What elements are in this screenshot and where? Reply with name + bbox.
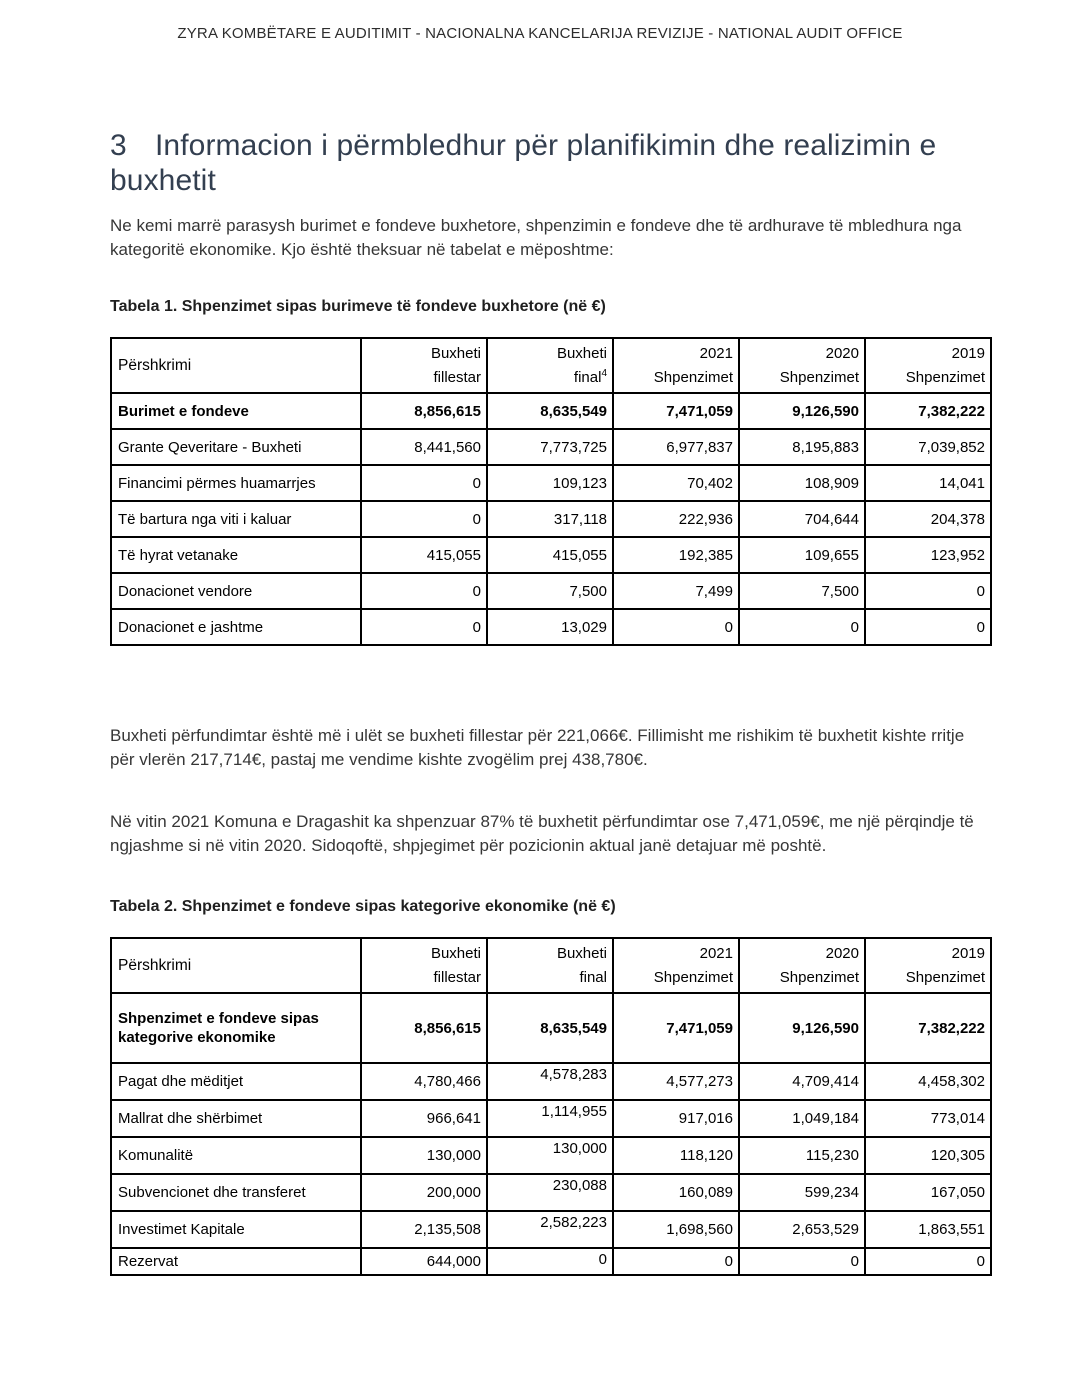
cell-value: 7,499 — [613, 573, 739, 609]
paragraph-budget-comparison: Buxheti përfundimtar është më i ulët se buxheti fillestar për 221,066€. Fillimisht me rishikim të buxhetit kishte rritje për vlerën 217,714€, pastaj me vendime kishte zvogëlim prej 438,780€. — [110, 726, 965, 769]
cell-value: 704,644 — [739, 501, 865, 537]
row-label: Donacionet vendore — [111, 573, 361, 609]
column-header-line1: 2021 — [699, 344, 733, 362]
cell-value: 7,382,222 — [865, 393, 991, 429]
table-row — [111, 1248, 991, 1275]
cell-value: 0 — [487, 1248, 613, 1275]
table1-header-row — [111, 338, 991, 393]
column-header-line1: Buxheti — [556, 944, 607, 962]
row-label: Të bartura nga viti i kaluar — [111, 501, 361, 537]
table-row — [111, 465, 991, 501]
table2-caption: Tabela 2. Shpenzimet e fondeve sipas kategorive ekonomike (në €) — [110, 898, 616, 915]
column-header-line1: 2020 — [825, 944, 859, 962]
page-header: ZYRA KOMBËTARE E AUDITIMIT - NACIONALNA KANCELARIJA REVIZIJE - NATIONAL AUDIT OFFICE — [177, 25, 903, 42]
cell-value: 115,230 — [739, 1137, 865, 1174]
table2-header-row — [111, 938, 991, 993]
row-label: Pagat dhe mëditjet — [111, 1063, 361, 1100]
row-label: Shpenzimet e fondeve sipas kategorive ekonomike — [111, 993, 361, 1063]
cell-value: 222,936 — [613, 501, 739, 537]
table-row — [111, 537, 991, 573]
cell-value: 7,773,725 — [487, 429, 613, 465]
row-label: Investimet Kapitale — [111, 1211, 361, 1248]
cell-value: 0 — [361, 465, 487, 501]
cell-value: 167,050 — [865, 1174, 991, 1211]
table-row — [111, 429, 991, 465]
cell-value: 109,123 — [487, 465, 613, 501]
table2-column-header — [613, 938, 739, 993]
cell-value: 0 — [361, 573, 487, 609]
table-row — [111, 1211, 991, 1248]
cell-value: 4,577,273 — [613, 1063, 739, 1100]
cell-value: 13,029 — [487, 609, 613, 645]
cell-value: 230,088 — [487, 1174, 613, 1211]
section-number: 3 — [110, 129, 127, 162]
cell-value: 0 — [865, 609, 991, 645]
row-label: Financimi përmes huamarrjes — [111, 465, 361, 501]
cell-value: 1,698,560 — [613, 1211, 739, 1248]
table2-column-header — [739, 938, 865, 993]
cell-value: 8,635,549 — [487, 393, 613, 429]
table-row — [111, 573, 991, 609]
cell-value: 7,471,059 — [613, 993, 739, 1063]
footnote-marker: 4 — [601, 367, 607, 379]
cell-value: 200,000 — [361, 1174, 487, 1211]
row-label: Rezervat — [111, 1248, 361, 1275]
cell-value: 4,780,466 — [361, 1063, 487, 1100]
column-header-line2: Shpenzimet — [779, 368, 859, 386]
cell-value: 0 — [739, 1248, 865, 1275]
table1-column-header — [865, 338, 991, 393]
column-header-line2: Shpenzimet — [905, 968, 985, 986]
cell-value: 1,049,184 — [739, 1100, 865, 1137]
table2-column-header — [361, 938, 487, 993]
row-label: Komunalitë — [111, 1137, 361, 1174]
cell-value: 7,039,852 — [865, 429, 991, 465]
table-row — [111, 501, 991, 537]
cell-value: 4,578,283 — [487, 1063, 613, 1100]
cell-value: 8,195,883 — [739, 429, 865, 465]
cell-value: 8,856,615 — [361, 993, 487, 1063]
table-row — [111, 1100, 991, 1137]
cell-value: 1,114,955 — [487, 1100, 613, 1137]
cell-value: 7,471,059 — [613, 393, 739, 429]
budget-sources-table — [110, 337, 992, 646]
cell-value: 317,118 — [487, 501, 613, 537]
table-row — [111, 993, 991, 1063]
cell-value: 4,458,302 — [865, 1063, 991, 1100]
cell-value: 130,000 — [361, 1137, 487, 1174]
cell-value: 8,441,560 — [361, 429, 487, 465]
column-header-line1: 2020 — [825, 344, 859, 362]
row-label: Subvencionet dhe transferet — [111, 1174, 361, 1211]
column-header-line2: Shpenzimet — [779, 968, 859, 986]
cell-value: 130,000 — [487, 1137, 613, 1174]
table-row — [111, 1063, 991, 1100]
cell-value: 123,952 — [865, 537, 991, 573]
table1-column-header — [361, 338, 487, 393]
cell-value: 6,977,837 — [613, 429, 739, 465]
column-header-line1: 2021 — [699, 944, 733, 962]
table-row — [111, 609, 991, 645]
cell-value: 917,016 — [613, 1100, 739, 1137]
cell-value: 14,041 — [865, 465, 991, 501]
cell-value: 160,089 — [613, 1174, 739, 1211]
table1-column-header — [613, 338, 739, 393]
cell-value: 2,582,223 — [487, 1211, 613, 1248]
row-label: Mallrat dhe shërbimet — [111, 1100, 361, 1137]
column-header-line2: fillestar — [433, 968, 481, 986]
section-heading — [110, 128, 990, 198]
cell-value: 7,500 — [487, 573, 613, 609]
column-header-line2: fillestar — [433, 368, 481, 386]
cell-value: 599,234 — [739, 1174, 865, 1211]
column-header-line1: Buxheti — [430, 944, 481, 962]
section-title: Informacion i përmbledhur për planifikimin dhe realizimin e buxhetit — [110, 129, 937, 197]
cell-value: 0 — [865, 1248, 991, 1275]
cell-value: 9,126,590 — [739, 993, 865, 1063]
table2-desc-header: Përshkrimi — [111, 938, 361, 993]
column-header-line2: final — [579, 968, 607, 986]
cell-value: 2,135,508 — [361, 1211, 487, 1248]
cell-value: 0 — [613, 1248, 739, 1275]
cell-value: 8,635,549 — [487, 993, 613, 1063]
cell-value: 109,655 — [739, 537, 865, 573]
cell-value: 0 — [361, 501, 487, 537]
cell-value: 204,378 — [865, 501, 991, 537]
column-header-line2: Shpenzimet — [653, 368, 733, 386]
table-row — [111, 393, 991, 429]
table2-column-header — [865, 938, 991, 993]
cell-value: 0 — [739, 609, 865, 645]
column-header-line2: final$^4$ — [573, 367, 607, 386]
table-row — [111, 1137, 991, 1174]
column-header-line2: Shpenzimet — [653, 968, 733, 986]
cell-value: 120,305 — [865, 1137, 991, 1174]
cell-value: 415,055 — [487, 537, 613, 573]
row-label: Burimet e fondeve — [111, 393, 361, 429]
cell-value: 1,863,551 — [865, 1211, 991, 1248]
cell-value: 0 — [613, 609, 739, 645]
table1-caption: Tabela 1. Shpenzimet sipas burimeve të fondeve buxhetore (në €) — [110, 298, 606, 315]
page-content — [0, 128, 1080, 1276]
cell-value: 2,653,529 — [739, 1211, 865, 1248]
cell-value: 966,641 — [361, 1100, 487, 1137]
table1-column-header — [487, 338, 613, 393]
cell-value: 7,500 — [739, 573, 865, 609]
cell-value: 0 — [865, 573, 991, 609]
cell-value: 118,120 — [613, 1137, 739, 1174]
row-label: Grante Qeveritare - Buxheti — [111, 429, 361, 465]
cell-value: 70,402 — [613, 465, 739, 501]
row-label: Të hyrat vetanake — [111, 537, 361, 573]
column-header-line1: Buxheti — [556, 344, 607, 362]
cell-value: 7,382,222 — [865, 993, 991, 1063]
cell-value: 773,014 — [865, 1100, 991, 1137]
cell-value: 9,126,590 — [739, 393, 865, 429]
row-label: Donacionet e jashtme — [111, 609, 361, 645]
intro-paragraph: Ne kemi marrë parasysh burimet e fondeve buxhetore, shpenzimin e fondeve dhe të ardhurave të mbledhura nga kategoritë ekonomike. Kjo është theksuar në tabelat e mëposhtme: — [110, 216, 962, 259]
cell-value: 0 — [361, 609, 487, 645]
cell-value: 644,000 — [361, 1248, 487, 1275]
cell-value: 415,055 — [361, 537, 487, 573]
table1-column-header — [739, 338, 865, 393]
table-row — [111, 1174, 991, 1211]
column-header-line2: Shpenzimet — [905, 368, 985, 386]
paragraph-spending-2021: Në vitin 2021 Komuna e Dragashit ka shpenzuar 87% të buxhetit përfundimtar ose 7,471,059€, me një përqindje të ngjashme si në vitin 2020. Sidoqoftë, shpjegimet për pozicionin aktual janë detajuar më poshtë. — [110, 812, 974, 855]
cell-value: 108,909 — [739, 465, 865, 501]
table2-column-header — [487, 938, 613, 993]
table1-desc-header: Përshkrimi — [111, 338, 361, 393]
column-header-line1: Buxheti — [430, 344, 481, 362]
cell-value: 8,856,615 — [361, 393, 487, 429]
cell-value: 4,709,414 — [739, 1063, 865, 1100]
cell-value: 192,385 — [613, 537, 739, 573]
economic-categories-table — [110, 937, 992, 1276]
column-header-line1: 2019 — [951, 944, 985, 962]
column-header-line1: 2019 — [951, 344, 985, 362]
